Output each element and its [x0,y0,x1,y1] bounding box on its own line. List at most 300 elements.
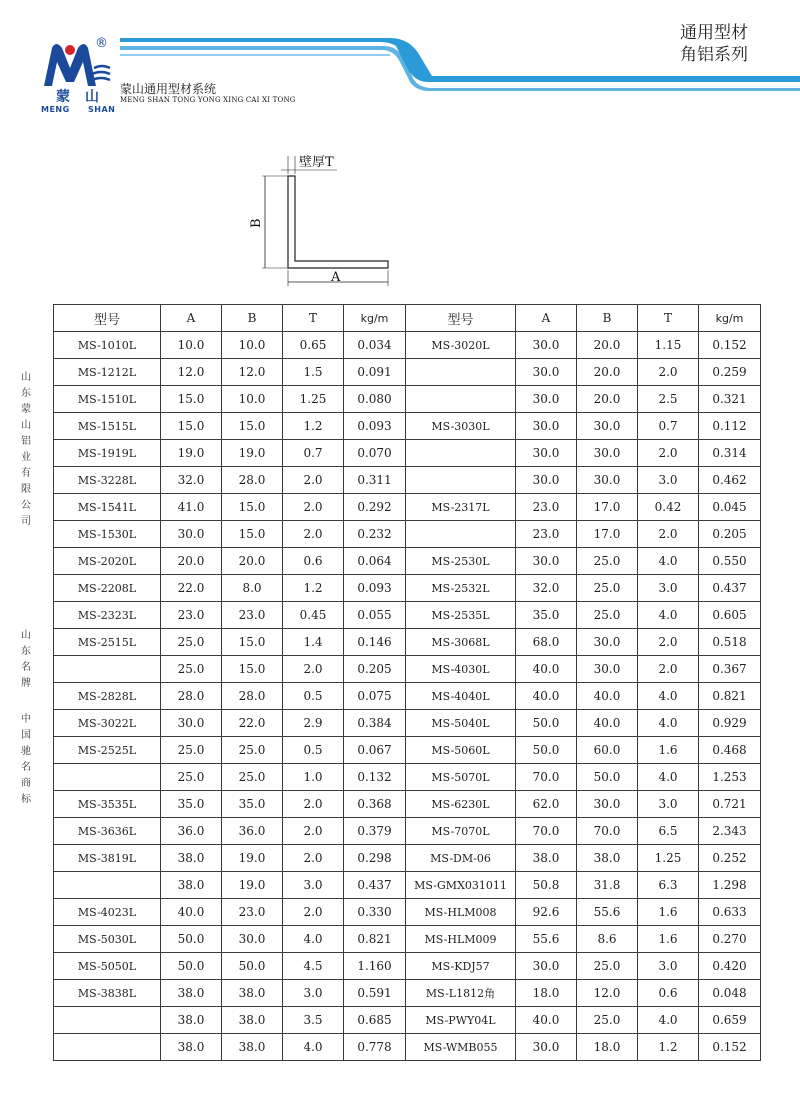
value-cell: 0.034 [344,332,406,359]
table-row [54,926,761,953]
model-cell: MS-2020L [54,548,161,575]
value-cell: 36.0 [222,818,283,845]
value-cell: 50.0 [161,953,222,980]
value-cell: 1.6 [638,926,699,953]
value-cell: 30.0 [577,629,638,656]
value-cell: 20.0 [161,548,222,575]
value-cell: 38.0 [577,845,638,872]
table-row [54,602,761,629]
value-cell: 0.591 [344,980,406,1007]
value-cell: 3.0 [638,953,699,980]
value-cell: 30.0 [516,413,577,440]
value-cell: 0.384 [344,710,406,737]
value-cell: 0.550 [699,548,761,575]
value-cell: 0.091 [344,359,406,386]
value-cell: 35.0 [222,791,283,818]
value-cell: 2.0 [283,791,344,818]
table-row [54,494,761,521]
value-cell: 30.0 [516,1034,577,1061]
value-cell: 40.0 [161,899,222,926]
value-cell: 0.6 [638,980,699,1007]
value-cell: 30.0 [161,710,222,737]
value-cell: 32.0 [161,467,222,494]
logo-en-shan: SHAN [88,105,116,114]
table-row [54,1034,761,1061]
value-cell: 10.0 [222,332,283,359]
value-cell: 25.0 [161,764,222,791]
value-cell: 0.321 [699,386,761,413]
value-cell: 15.0 [161,413,222,440]
table-header-row [54,305,761,332]
value-cell: 1.25 [638,845,699,872]
model-cell: MS-5070L [406,764,516,791]
table-row [54,1007,761,1034]
value-cell: 2.0 [638,521,699,548]
value-cell: 1.0 [283,764,344,791]
value-cell: 1.298 [699,872,761,899]
model-cell [406,359,516,386]
model-cell: MS-4023L [54,899,161,926]
value-cell: 3.5 [283,1007,344,1034]
value-cell: 0.7 [638,413,699,440]
value-cell: 0.778 [344,1034,406,1061]
value-cell: 0.080 [344,386,406,413]
value-cell: 0.721 [699,791,761,818]
value-cell: 30.0 [516,548,577,575]
angle-profile-shape [288,176,388,268]
value-cell: 35.0 [161,791,222,818]
model-cell: MS-1515L [54,413,161,440]
value-cell: 28.0 [222,683,283,710]
value-cell: 0.659 [699,1007,761,1034]
column-header: kg/m [699,305,761,332]
value-cell: 25.0 [577,602,638,629]
value-cell: 15.0 [222,656,283,683]
value-cell: 0.132 [344,764,406,791]
company-name-en: MENG SHAN TONG YONG XING CAI XI TONG [120,96,296,104]
value-cell: 4.0 [638,764,699,791]
value-cell: 25.0 [577,548,638,575]
value-cell: 0.311 [344,467,406,494]
value-cell: 0.205 [699,521,761,548]
model-cell: MS-2317L [406,494,516,521]
model-cell: MS-3068L [406,629,516,656]
model-cell: MS-2323L [54,602,161,629]
value-cell: 0.252 [699,845,761,872]
model-cell [54,1034,161,1061]
value-cell: 0.367 [699,656,761,683]
value-cell: 25.0 [161,629,222,656]
model-cell: MS-1010L [54,332,161,359]
value-cell: 0.045 [699,494,761,521]
value-cell: 1.160 [344,953,406,980]
model-cell: MS-L1812角 [406,980,516,1007]
column-header: B [222,305,283,332]
table-row [54,656,761,683]
value-cell: 0.152 [699,332,761,359]
table-row [54,629,761,656]
value-cell: 0.437 [699,575,761,602]
model-cell: MS-HLM008 [406,899,516,926]
value-cell: 0.152 [699,1034,761,1061]
value-cell: 4.0 [638,548,699,575]
value-cell: 0.6 [283,548,344,575]
value-cell: 55.6 [577,899,638,926]
model-cell: MS-2532L [406,575,516,602]
value-cell: 19.0 [161,440,222,467]
value-cell: 3.0 [638,467,699,494]
value-cell: 2.0 [283,845,344,872]
value-cell: 25.0 [161,656,222,683]
value-cell: 23.0 [516,494,577,521]
value-cell: 0.055 [344,602,406,629]
value-cell: 1.4 [283,629,344,656]
value-cell: 0.462 [699,467,761,494]
value-cell: 15.0 [222,521,283,548]
company-name-cn: 蒙山通用型材系统 [120,82,217,96]
value-cell: 36.0 [161,818,222,845]
table-row [54,413,761,440]
value-cell: 19.0 [222,440,283,467]
table-row [54,737,761,764]
value-cell: 50.0 [222,953,283,980]
value-cell: 3.0 [638,791,699,818]
value-cell: 30.0 [516,332,577,359]
value-cell: 0.929 [699,710,761,737]
value-cell: 0.379 [344,818,406,845]
value-cell: 23.0 [516,521,577,548]
model-cell: MS-5050L [54,953,161,980]
value-cell: 0.821 [344,926,406,953]
value-cell: 0.112 [699,413,761,440]
model-cell: MS-6230L [406,791,516,818]
model-cell: MS-GMX031011 [406,872,516,899]
value-cell: 4.0 [638,710,699,737]
value-cell: 40.0 [577,710,638,737]
side-char: 铝 [21,436,31,447]
value-cell: 50.0 [516,710,577,737]
value-cell: 0.067 [344,737,406,764]
value-cell: 0.093 [344,575,406,602]
table-row [54,440,761,467]
value-cell: 0.270 [699,926,761,953]
table-row [54,764,761,791]
value-cell: 2.0 [283,656,344,683]
table-row [54,980,761,1007]
value-cell: 0.605 [699,602,761,629]
value-cell: 60.0 [577,737,638,764]
value-cell: 0.232 [344,521,406,548]
value-cell: 31.8 [577,872,638,899]
model-cell: MS-5040L [406,710,516,737]
value-cell: 2.0 [638,629,699,656]
value-cell: 25.0 [577,953,638,980]
value-cell: 38.0 [161,1007,222,1034]
a-label: A [331,270,341,285]
model-cell [54,872,161,899]
value-cell: 70.0 [577,818,638,845]
value-cell: 0.437 [344,872,406,899]
value-cell: 0.65 [283,332,344,359]
model-cell: MS-DM-06 [406,845,516,872]
value-cell: 25.0 [222,737,283,764]
value-cell: 70.0 [516,764,577,791]
value-cell: 41.0 [161,494,222,521]
value-cell: 2.0 [283,818,344,845]
value-cell: 30.0 [161,521,222,548]
side-text-trademark [20,712,32,808]
model-cell: MS-3819L [54,845,161,872]
value-cell: 0.298 [344,845,406,872]
value-cell: 15.0 [222,413,283,440]
model-cell: MS-2828L [54,683,161,710]
model-cell: MS-PWY04L [406,1007,516,1034]
value-cell: 1.6 [638,737,699,764]
value-cell: 32.0 [516,575,577,602]
value-cell: 8.6 [577,926,638,953]
value-cell: 0.064 [344,548,406,575]
model-cell: MS-4030L [406,656,516,683]
table-row [54,521,761,548]
model-cell: MS-3020L [406,332,516,359]
value-cell: 15.0 [161,386,222,413]
angle-spec-table [53,304,761,1061]
value-cell: 20.0 [222,548,283,575]
value-cell: 0.259 [699,359,761,386]
table-row [54,359,761,386]
value-cell: 30.0 [516,467,577,494]
value-cell: 30.0 [516,386,577,413]
table-row [54,872,761,899]
value-cell: 6.3 [638,872,699,899]
value-cell: 55.6 [516,926,577,953]
value-cell: 15.0 [222,629,283,656]
value-cell: 0.330 [344,899,406,926]
model-cell: MS-5060L [406,737,516,764]
value-cell: 2.0 [638,440,699,467]
value-cell: 0.45 [283,602,344,629]
value-cell: 35.0 [516,602,577,629]
value-cell: 30.0 [516,953,577,980]
model-cell: MS-WMB055 [406,1034,516,1061]
side-char: 东 [21,388,31,399]
value-cell: 1.2 [283,575,344,602]
value-cell: 28.0 [161,683,222,710]
model-cell: MS-3838L [54,980,161,1007]
model-cell: MS-1530L [54,521,161,548]
value-cell: 20.0 [577,332,638,359]
model-cell: MS-2525L [54,737,161,764]
value-cell: 38.0 [161,980,222,1007]
value-cell: 17.0 [577,494,638,521]
title-line-1: 通用型材 [680,23,748,43]
side-char: 山 [21,630,31,641]
model-cell: MS-3535L [54,791,161,818]
table-row [54,791,761,818]
model-cell [54,656,161,683]
model-cell: MS-3228L [54,467,161,494]
value-cell: 40.0 [516,656,577,683]
side-char: 业 [21,452,31,463]
value-cell: 0.42 [638,494,699,521]
value-cell: 2.0 [283,899,344,926]
value-cell: 50.0 [577,764,638,791]
logo-en-meng: MENG [41,105,70,114]
value-cell: 18.0 [577,1034,638,1061]
value-cell: 12.0 [577,980,638,1007]
value-cell: 23.0 [161,602,222,629]
value-cell: 6.5 [638,818,699,845]
value-cell: 0.205 [344,656,406,683]
value-cell: 12.0 [222,359,283,386]
value-cell: 12.0 [161,359,222,386]
value-cell: 4.0 [638,602,699,629]
value-cell: 0.821 [699,683,761,710]
model-cell: MS-3030L [406,413,516,440]
value-cell: 0.685 [344,1007,406,1034]
column-header: kg/m [344,305,406,332]
table-row [54,332,761,359]
value-cell: 50.8 [516,872,577,899]
model-cell: MS-3022L [54,710,161,737]
value-cell: 30.0 [577,656,638,683]
column-header: T [283,305,344,332]
value-cell: 38.0 [222,1034,283,1061]
side-char: 山 [21,372,31,383]
value-cell: 15.0 [222,494,283,521]
value-cell: 2.0 [283,494,344,521]
model-cell [54,764,161,791]
model-cell: MS-1212L [54,359,161,386]
column-header: A [161,305,222,332]
value-cell: 1.6 [638,899,699,926]
value-cell: 0.292 [344,494,406,521]
table-row [54,953,761,980]
value-cell: 0.314 [699,440,761,467]
value-cell: 70.0 [516,818,577,845]
value-cell: 38.0 [222,1007,283,1034]
logo-cn-meng: 蒙 [56,89,70,105]
value-cell: 0.7 [283,440,344,467]
table-row [54,386,761,413]
value-cell: 2.0 [283,521,344,548]
table-row [54,710,761,737]
value-cell: 0.075 [344,683,406,710]
title-line-2: 角铝系列 [680,45,748,65]
value-cell: 0.633 [699,899,761,926]
value-cell: 25.0 [577,575,638,602]
value-cell: 50.0 [516,737,577,764]
model-cell [406,440,516,467]
model-cell [54,1007,161,1034]
table-row [54,575,761,602]
value-cell: 0.5 [283,683,344,710]
value-cell: 2.9 [283,710,344,737]
side-char: 中 [21,714,31,725]
side-text-company [20,370,32,530]
side-text-brand [20,628,32,692]
value-cell: 23.0 [222,899,283,926]
model-cell: MS-1919L [54,440,161,467]
side-char: 蒙 [21,404,31,415]
value-cell: 3.0 [638,575,699,602]
model-cell: MS-1541L [54,494,161,521]
value-cell: 0.093 [344,413,406,440]
table-row [54,818,761,845]
model-cell: MS-2515L [54,629,161,656]
value-cell: 30.0 [577,791,638,818]
side-char: 公 [21,500,31,511]
model-cell [406,521,516,548]
value-cell: 1.2 [638,1034,699,1061]
value-cell: 30.0 [222,926,283,953]
value-cell: 19.0 [222,845,283,872]
value-cell: 25.0 [577,1007,638,1034]
model-cell [406,467,516,494]
value-cell: 0.468 [699,737,761,764]
table-row [54,467,761,494]
table-row [54,899,761,926]
side-char: 山 [21,420,31,431]
value-cell: 2.5 [638,386,699,413]
side-char: 司 [21,516,31,527]
value-cell: 38.0 [161,845,222,872]
logo-cn-shan: 山 [85,89,99,105]
value-cell: 30.0 [516,359,577,386]
value-cell: 92.6 [516,899,577,926]
value-cell: 30.0 [516,440,577,467]
value-cell: 3.0 [283,872,344,899]
side-char: 名 [21,662,31,673]
value-cell: 4.5 [283,953,344,980]
value-cell: 19.0 [222,872,283,899]
value-cell: 0.048 [699,980,761,1007]
value-cell: 68.0 [516,629,577,656]
side-char: 国 [21,730,31,741]
column-header: 型号 [406,305,516,332]
value-cell: 40.0 [516,683,577,710]
value-cell: 2.0 [638,656,699,683]
value-cell: 25.0 [222,764,283,791]
value-cell: 30.0 [577,413,638,440]
side-char: 商 [21,778,31,789]
value-cell: 40.0 [577,683,638,710]
side-char: 驰 [21,746,31,757]
value-cell: 18.0 [516,980,577,1007]
value-cell: 20.0 [577,386,638,413]
value-cell: 38.0 [516,845,577,872]
side-char: 东 [21,646,31,657]
value-cell: 2.0 [638,359,699,386]
value-cell: 38.0 [161,1034,222,1061]
value-cell: 50.0 [161,926,222,953]
value-cell: 1.5 [283,359,344,386]
table-row [54,683,761,710]
value-cell: 4.0 [638,1007,699,1034]
registered-mark: ® [95,36,108,51]
value-cell: 2.343 [699,818,761,845]
value-cell: 8.0 [222,575,283,602]
value-cell: 25.0 [161,737,222,764]
value-cell: 28.0 [222,467,283,494]
value-cell: 4.0 [283,1034,344,1061]
value-cell: 0.518 [699,629,761,656]
value-cell: 30.0 [577,440,638,467]
side-char: 限 [21,484,31,495]
value-cell: 2.0 [283,467,344,494]
thickness-label: 壁厚T [299,155,334,170]
column-header: T [638,305,699,332]
